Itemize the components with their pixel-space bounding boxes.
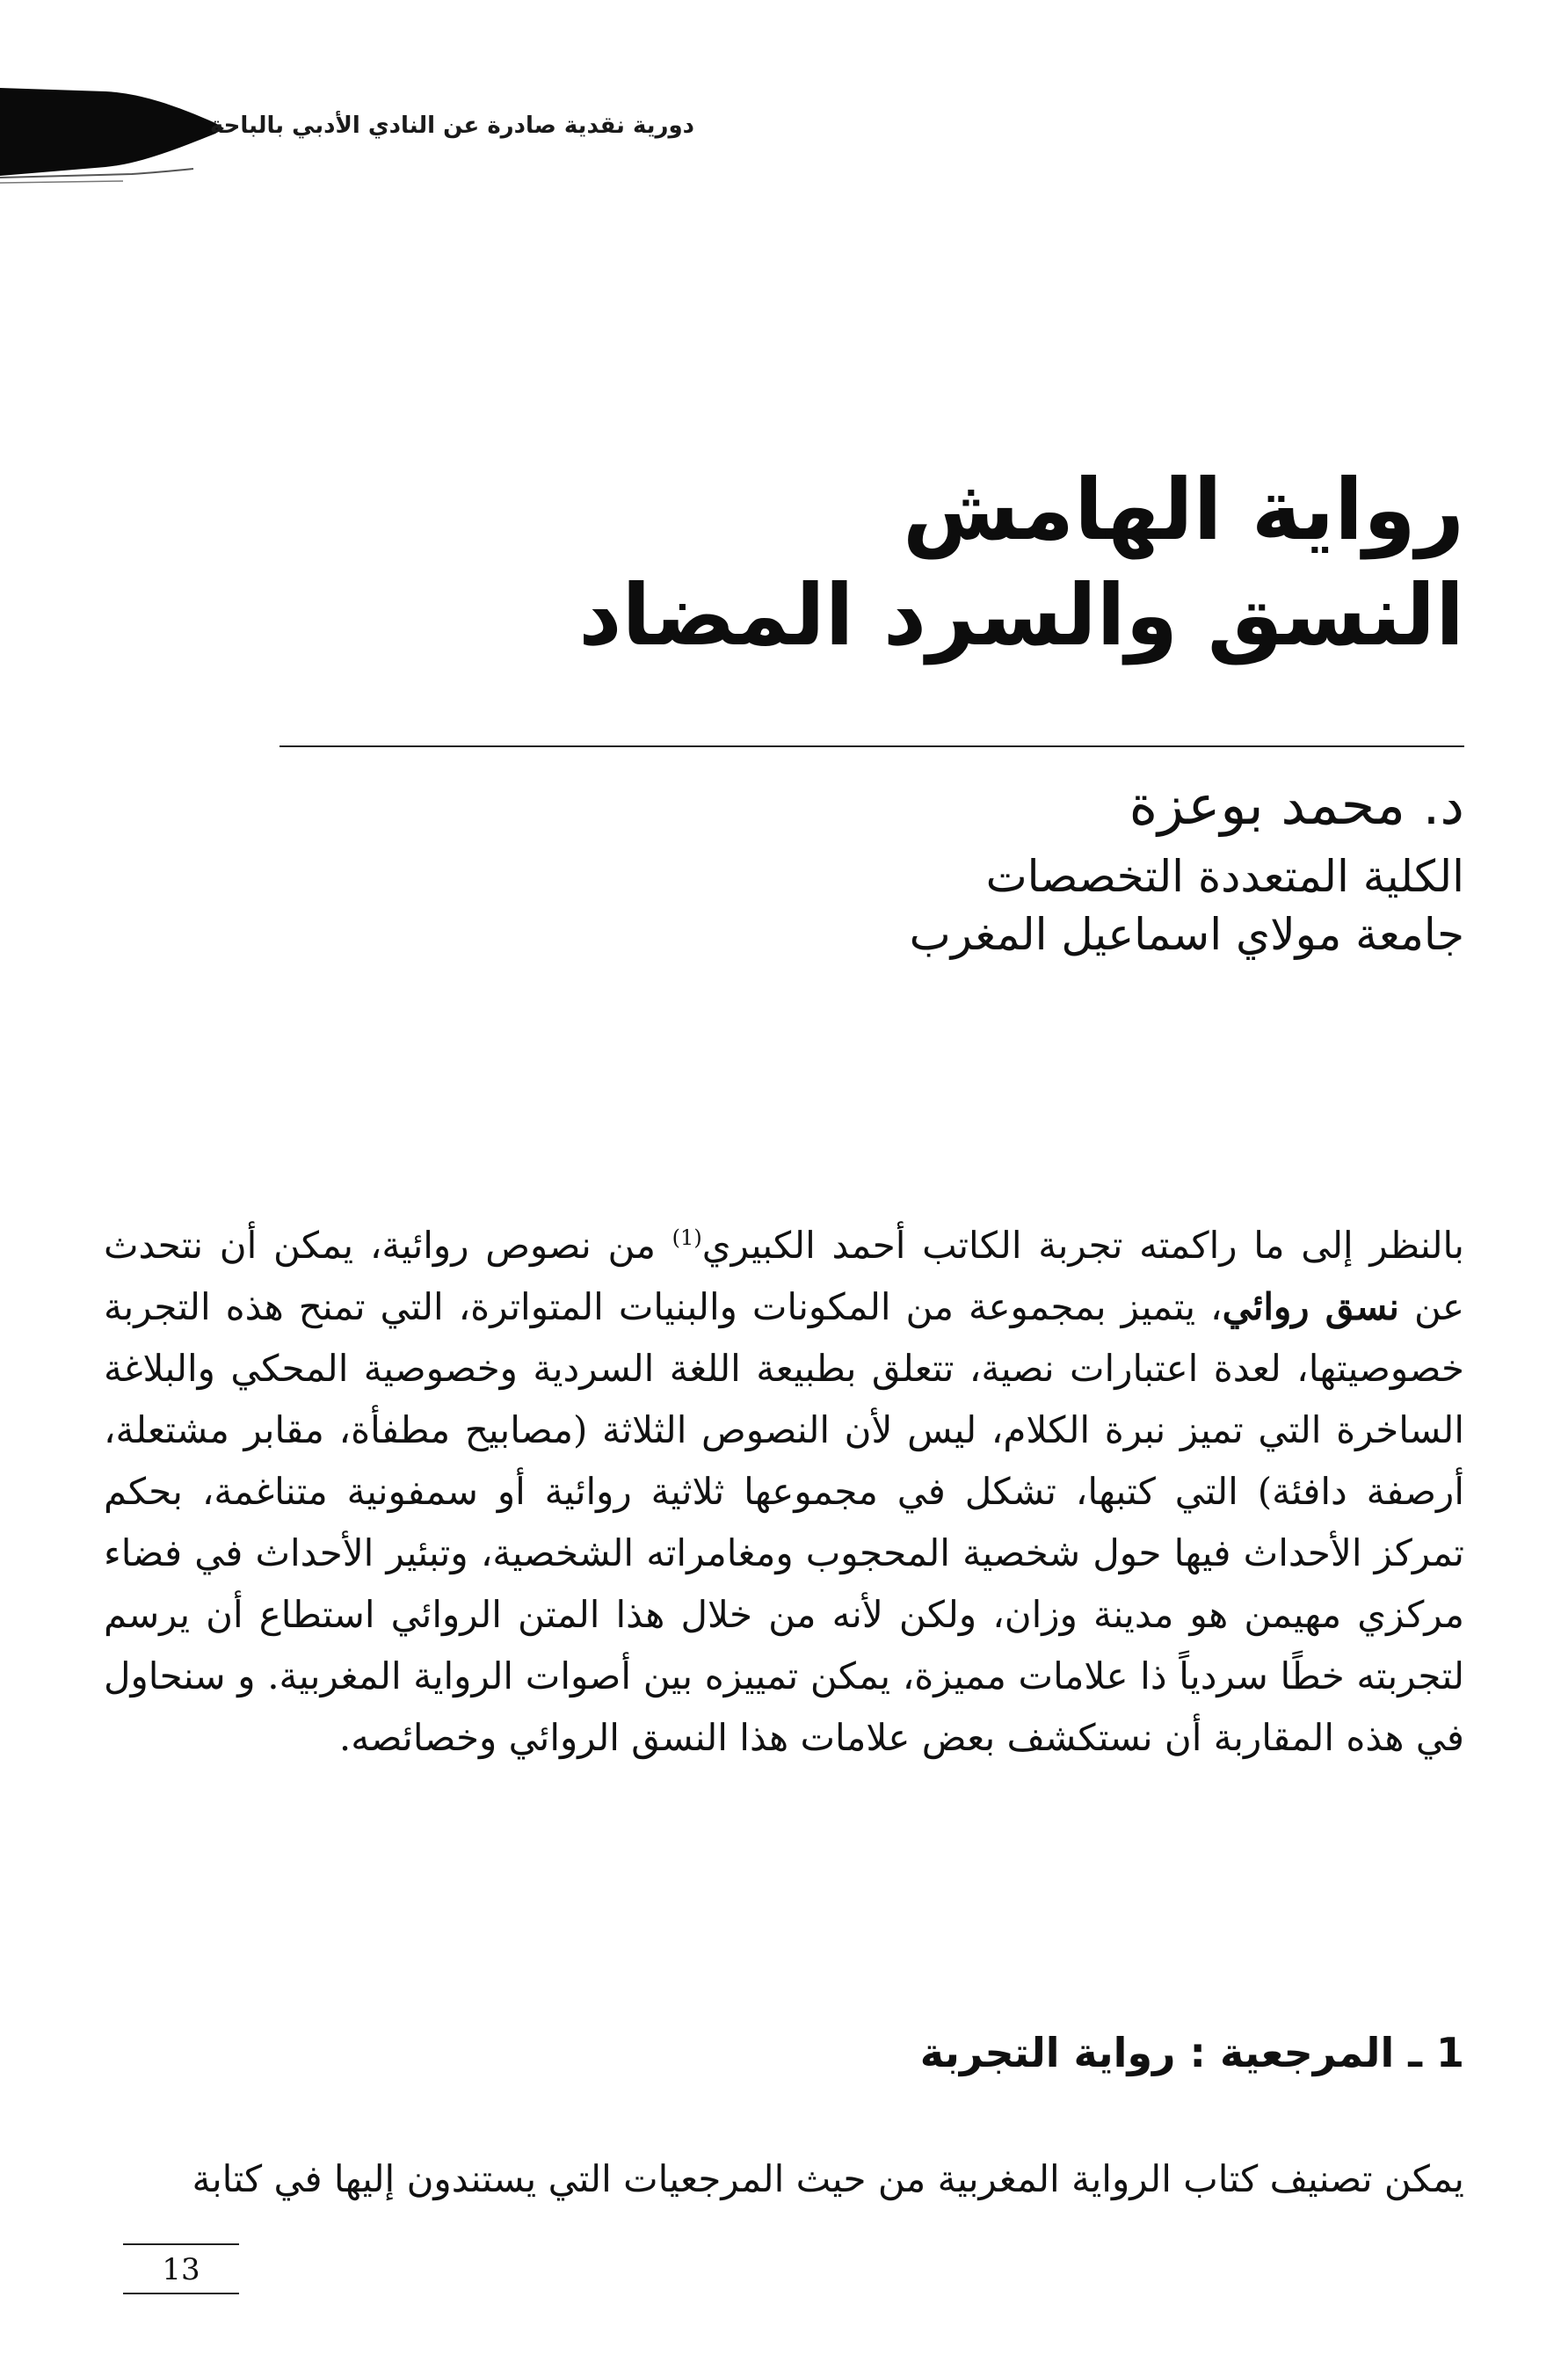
author-name: د. محمد بوعزة [1129,773,1464,837]
page-number-rule-bottom [123,2293,239,2294]
author-affiliation-2: جامعة مولاي اسماعيل المغرب [909,909,1464,960]
section-heading: 1 ـ المرجعية : رواية التجربة [919,2029,1464,2076]
title-line-1: رواية الهامش [902,461,1464,559]
pen-nib-icon [0,79,229,193]
body-paragraph-2: يمكن تصنيف كتاب الرواية المغربية من حيث المرجعيات التي يستندون إليها في كتابة [192,2157,1464,2200]
running-head: دورية نقدية صادرة عن النادي الأدبي بالباحة [209,113,694,139]
page-number-rule-top [123,2243,239,2245]
page-number: 13 [162,2252,200,2287]
paragraph-bold-term: نسق روائي [1222,1285,1399,1328]
author-block [410,763,1464,963]
body-paragraph-1 [104,1215,1464,1769]
article-title [234,457,1464,668]
title-divider [279,745,1464,747]
author-affiliation-1: الكلية المتعددة التخصصات [985,851,1464,902]
paragraph-text-c: ، يتميز بمجموعة من المكونات والبنيات المتواترة، التي تمنح هذه التجربة خصوصيتها، لعدة اعتبارات نصية، تتعلق بطبيعة اللغة السردية وخصوصية المحكي والبلاغة الساخرة التي تميز نبرة الكلام، ليس لأن النصوص الثلاثة (مصابيح مطفأة، مقابر مشتعلة، أرصفة دافئة) التي كتبها، تشكل في مجموعها ثلاثية روائية أو سمفونية متناغمة، بحكم تمركز الأحداث فيها حول شخصية المحجوب ومغامراته الشخصية، وتبئير الأحداث في فضاء مركزي مهيمن هو مدينة وزان، ولكن لأنه من خلال هذا المتن الروائي استطاع أن يرسم لتجربته خطًا سردياً ذا علامات مميزة، يمكن تمييزه بين أصوات الرواية المغربية. و سنحاول في هذه المقاربة أن نستكشف بعض علامات هذا النسق الروائي وخصائصه. [104,1285,1464,1759]
paragraph-text-b: من نصوص روائية، يمكن أن نتحدث عن [104,1224,1465,1328]
paragraph-text-a: بالنظر إلى ما راكمته تجربة الكاتب أحمد الكبيري [701,1224,1464,1267]
title-line-2: النسق والسرد المضاد [578,566,1464,665]
footnote-reference[interactable]: (1) [671,1225,702,1250]
